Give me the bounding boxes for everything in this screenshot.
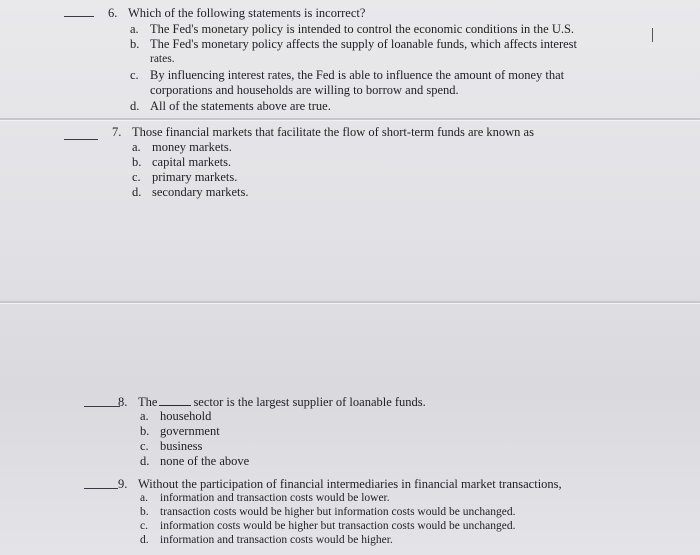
option-6a xyxy=(130,22,574,36)
option-letter: b. xyxy=(140,424,150,438)
option-text-continued: corporations and households are willing to borrow and spend. xyxy=(150,83,459,97)
question-text: Which of the following statements is incorrect? xyxy=(128,6,366,20)
option-text: government xyxy=(160,424,220,438)
option-text: The Fed's monetary policy is intended to control the economic conditions in the U.S. xyxy=(150,22,575,36)
option-letter: c. xyxy=(140,439,149,453)
option-letter: c. xyxy=(132,170,141,184)
answer-blank-q9[interactable] xyxy=(84,488,118,489)
option-letter: a. xyxy=(132,140,141,154)
option-text: primary markets. xyxy=(152,170,238,184)
option-8b xyxy=(140,424,220,438)
option-9d xyxy=(140,534,393,547)
answer-blank-q8[interactable] xyxy=(84,406,120,407)
section-divider xyxy=(0,118,700,121)
option-letter: c. xyxy=(140,520,148,532)
option-text: information and transaction costs would be lower. xyxy=(160,492,390,504)
option-letter: a. xyxy=(140,409,149,423)
question-text-after: sector is the largest supplier of loanable funds. xyxy=(193,395,426,409)
option-7c xyxy=(132,170,237,184)
option-letter: c. xyxy=(130,68,139,82)
option-text: All of the statements above are true. xyxy=(150,99,331,113)
section-divider xyxy=(0,301,700,304)
question-number: 8. xyxy=(118,395,128,409)
option-text: household xyxy=(160,409,212,423)
option-6c xyxy=(130,68,564,82)
question-9 xyxy=(118,477,562,491)
option-text-continued: rates. xyxy=(150,53,175,65)
option-letter: a. xyxy=(130,22,139,36)
option-letter: b. xyxy=(130,37,140,51)
option-letter: d. xyxy=(130,99,140,113)
answer-blank-q7[interactable] xyxy=(64,139,98,140)
question-7 xyxy=(112,125,534,139)
fill-in-blank[interactable] xyxy=(159,396,191,406)
text-cursor xyxy=(652,28,653,42)
option-7d xyxy=(132,185,249,199)
option-text: information and transaction costs would be higher. xyxy=(160,534,393,546)
question-text-before: The xyxy=(138,395,158,409)
option-letter: a. xyxy=(140,492,148,504)
option-9c xyxy=(140,520,515,533)
question-text: Those financial markets that facilitate the flow of short-term funds are known as xyxy=(132,125,534,139)
option-8d xyxy=(140,454,249,468)
option-7a xyxy=(132,140,232,154)
option-text: none of the above xyxy=(160,454,250,468)
question-number: 9. xyxy=(118,477,128,491)
option-9b xyxy=(140,506,515,519)
option-letter: d. xyxy=(140,454,150,468)
question-number: 7. xyxy=(112,125,122,139)
option-text: capital markets. xyxy=(152,155,232,169)
answer-blank-q6[interactable] xyxy=(64,16,94,17)
option-8a xyxy=(140,409,211,423)
question-6 xyxy=(108,6,365,20)
option-text: business xyxy=(160,439,203,453)
question-8 xyxy=(118,395,426,409)
option-6d xyxy=(130,99,331,113)
option-6b xyxy=(130,37,577,51)
option-text: money markets. xyxy=(152,140,232,154)
question-number: 6. xyxy=(108,6,118,20)
option-8c xyxy=(140,439,202,453)
option-text: information costs would be higher but transaction costs would be unchanged. xyxy=(160,520,516,532)
question-text: Without the participation of financial intermediaries in financial market transactions, xyxy=(138,477,562,491)
option-text: transaction costs would be higher but information costs would be unchanged. xyxy=(160,506,516,518)
option-6c-cont xyxy=(150,83,459,97)
option-text: secondary markets. xyxy=(152,185,249,199)
option-letter: d. xyxy=(132,185,142,199)
option-text: By influencing interest rates, the Fed is able to influence the amount of money that xyxy=(150,68,565,82)
option-9a xyxy=(140,492,390,505)
option-7b xyxy=(132,155,231,169)
option-letter: b. xyxy=(140,506,149,518)
option-text: The Fed's monetary policy affects the supply of loanable funds, which affects interest xyxy=(150,37,578,51)
option-6b-cont xyxy=(150,53,175,66)
option-letter: b. xyxy=(132,155,142,169)
option-letter: d. xyxy=(140,534,149,546)
